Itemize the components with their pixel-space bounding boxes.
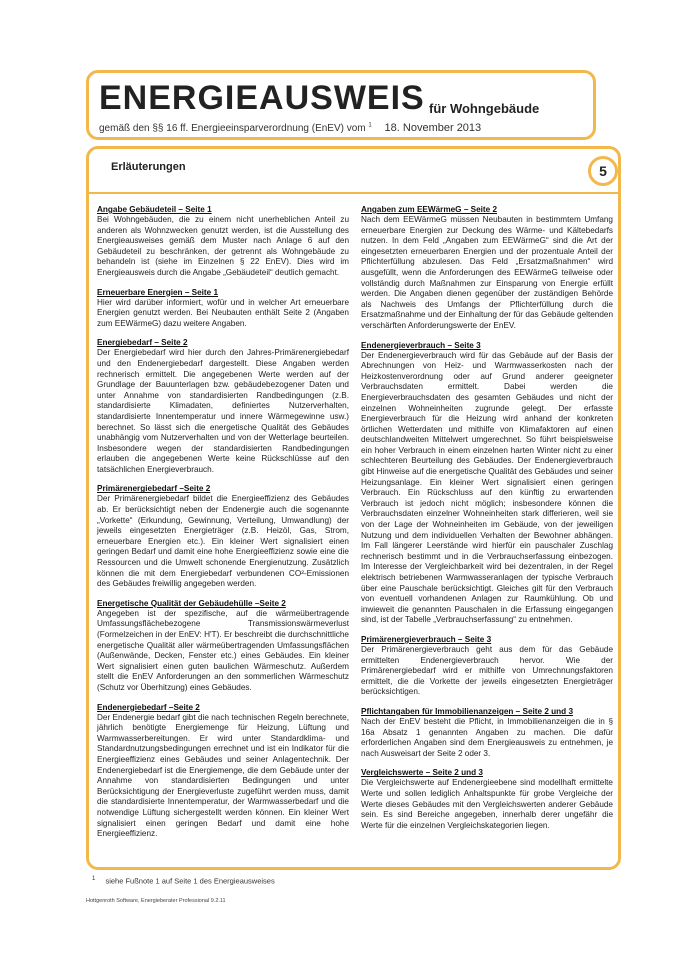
block-heading: Angaben zum EEWärmeG – Seite 2 xyxy=(361,205,498,214)
section-block xyxy=(361,635,613,698)
legal-basis xyxy=(99,122,481,134)
block-text: Angegeben ist der spezifische, auf die wärmeübertragende Umfassungsflächebezogene Transmissionswärmeverlust (Formelzeichen in der EnEV: H'T). Er beschreibt die durchschnittliche energetische Qualität aller wärmeübertragenden Umfassungsflächen (Außenwände, Decken, Fenster etc.) eines Gebäudes. Ein kleiner Wert signalisiert einen guten baulichen Wärmeschutz. Außerdem stellt die EnEV Anforderungen an den sommerlichen Wärmeschutz (Schutz vor Überhitzung) eines Gebäudes. xyxy=(97,608,349,692)
block-text: Nach der EnEV besteht die Pflicht, in Immobilienanzeigen die in § 16a Absatz 1 genannten Angaben zu machen. Die dafür erforderlichen Angaben sind dem Energieausweis zu entnehmen, je nach Ausweisart der Seite 2 oder 3. xyxy=(361,716,613,758)
block-heading: Endenergiebedarf –Seite 2 xyxy=(97,702,200,712)
section-block xyxy=(97,703,349,840)
block-heading: Primärenergiebedarf –Seite 2 xyxy=(97,484,211,494)
left-column xyxy=(97,205,349,849)
explanations-panel xyxy=(86,146,621,870)
software-note: Hottgenroth Software, Energieberater Professional 9.2.11 xyxy=(86,898,226,904)
block-heading: Primärenergieverbrauch – Seite 3 xyxy=(361,634,492,644)
block-text: Nach dem EEWärmeG müssen Neubauten in bestimmtem Umfang erneuerbare Energien zur Deckung des Wärme- und Kältebedarfs nutzen. In dem Feld „Angaben zum EEWärmeG“ sind die Art der eingesetzten erneuerbaren Energien und der prozentuale Anteil der Pflichterfüllung abzulesen. Das Feld „Ersatzmaßnahmen“ wird ausgefüllt, wenn die Anforderungen des EEWärmeG teilweise oder vollständig durch Maßnahmen zur Einsparung von Energie erfüllt werden. Die Angaben dienen gegenüber der zuständigen Behörde als Nachweis des Umfangs der Pflichterfüllung durch die Ersatzmaßnahme und der Einhaltung der für das Gebäude geltenden verschärften Anforderungswerte der EnEV. xyxy=(361,215,613,330)
block-heading: Angabe Gebäudeteil – Seite 1 xyxy=(97,205,212,214)
block-heading: Energiebedarf – Seite 2 xyxy=(97,338,188,348)
block-text: Der Primärenergiebedarf bildet die Energieeffizienz des Gebäudes ab. Er berücksichtigt neben der Endenergie auch die sogenannte „Vorkette“ (Erkundung, Gewinnung, Verteilung, Umwandlung) der jeweils eingesetzten Energieträger (z.B. Heizöl, Gas, Strom, erneuerbare Energien etc.). Ein kleiner Wert signalisiert einen geringen Bedarf und damit eine hohe Energieeffizienz sowie eine die Ressourcen und die Umwelt schonende Energienutzung. Zusätzlich können die mit dem Energiebedarf verbundenen CO²-Emissionen des Gebäudes freiwillig angegeben werden. xyxy=(97,494,349,589)
block-text: Der Endenergie bedarf gibt die nach technischen Regeln berechnete, jährlich benötigte Energiemenge für Heizung, Lüftung und Warmwasserbereitungen. Er wird unter Standardklima- und Standardnutzungsbedingungen errechnet und ist ein Indikator für die Energieeffizienz eines Gebäudes und seiner Anlagentechnik. Der Endenergiebedarf ist die Energiemenge, die dem Gebäude unter der Annahme von standardisierten Bedingungen und unter Berücksichtigung der Energieverluste zugeführt werden muss, damit die standardisierte Innentemperatur, der Warmwasserbedarf und die notwendige Lüftung sichergestellt werden können. Ein kleiner Wert signalisiert einen geringen Bedarf und damit eine hohe Energieeffizienz. xyxy=(97,712,349,839)
section-block xyxy=(97,205,349,279)
section-block xyxy=(97,599,349,694)
header-box xyxy=(86,70,596,140)
footnote-mark: 1 xyxy=(92,876,96,882)
section-title: Erläuterungen xyxy=(111,161,186,173)
block-text: Bei Wohngebäuden, die zu einem nicht unerheblichen Anteil zu anderen als Wohnzwecken genutzt werden, ist die Ausstellung des Energieausweises gemäß dem Muster nach Anlage 6 auf den Gebäudeteil zu beschränken, der getrennt als Wohngebäude zu behandeln ist (siehe im Einzelnen § 22 EnEV). Dies wird im Energieausweis durch die Angabe „Gebäudeteil“ deutlich gemacht. xyxy=(97,215,349,277)
legal-basis-text: gemäß den §§ 16 ff. Energieeinsparverordnung (EnEV) vom xyxy=(99,123,366,134)
block-heading: Endenergieverbrauch – Seite 3 xyxy=(361,340,481,350)
section-block xyxy=(97,288,349,330)
block-heading: Energetische Qualität der Gebäudehülle –Seite 2 xyxy=(97,598,286,608)
block-heading: Erneuerbare Energien – Seite 1 xyxy=(97,287,219,297)
block-text: Der Primärenergieverbrauch geht aus dem für das Gebäude ermittelten Endenergieverbrauch hervor. Wie der Primärenergiebedarf wird er mithilfe von Umrechnungsfaktoren ermittelt, die die Vorkette der jeweils eingesetzten Energieträger berücksichtigen. xyxy=(361,644,613,697)
section-block xyxy=(97,484,349,589)
document-title: ENERGIEAUSWEIS xyxy=(99,79,425,117)
legal-date: 18. November 2013 xyxy=(384,122,482,134)
block-text: Die Vergleichswerte auf Endenergieebene sind modellhaft ermittelte Werte und sollen lediglich Anhaltspunkte für grobe Vergleiche der Werte dieses Gebäudes mit den Vergleichswerten anderer Gebäude sein. Es sind Bereiche angegeben, innerhalb derer ungefähr die Werte für die einzelnen Vergleichskategorien liegen. xyxy=(361,778,613,830)
section-block xyxy=(361,707,613,759)
page-number-badge: 5 xyxy=(588,156,618,186)
footnote xyxy=(92,876,275,886)
block-text: Hier wird darüber informiert, wofür und in welcher Art erneuerbare Energien genutzt werden. Bei Neubauten enthält Seite 2 (Angaben zum EEWärmeG) dazu weitere Angaben. xyxy=(97,297,349,328)
legal-footnote-mark: 1 xyxy=(368,122,372,129)
right-column xyxy=(361,205,613,840)
block-heading: Pflichtangaben für Immobilienanzeigen – Seite 2 und 3 xyxy=(361,706,574,716)
section-block xyxy=(361,768,613,831)
block-heading: Vergleichswerte – Seite 2 und 3 xyxy=(361,768,483,778)
section-divider xyxy=(89,192,618,194)
footnote-text: siehe Fußnote 1 auf Seite 1 des Energieausweises xyxy=(105,876,275,886)
block-text: Der Endenergieverbrauch wird für das Gebäude auf der Basis der Abrechnungen von Heiz- und Warmwasserkosten nach der Heizkostenverordnung oder auf Grund anderer geeigneter Verbrauchsdaten ermittelt. Dabei werden die Energieverbrauchsdaten des gesamten Gebäudes und nicht der einzelnen Wohneinheiten zugrunde gelegt. Der erfasste Energieverbrauch für die Heizung wird anhand der konkreten örtlichen Wetterdaten und mithilfe von Klimafaktoren auf einen deutschlandweiten Mittelwert umgerechnet. So führt beispielsweise ein hoher Verbrauch in einem einzelnen harten Winter nicht zu einer schlechteren Beurteilung des Gebäudes. Der Endenergieverbrauch gibt Hinweise auf die energetische Qualität des Gebäudes und seiner Heizungsanlage. Ein kleiner Wert signalisiert einen geringen Verbrauch. Ein Rückschluss auf den künftig zu erwartenden Verbrauch ist jedoch nicht möglich; insbesondere können die Verbrauchsdaten einzelner Wohneinheiten stark differieren, weil sie von der Lage der Wohneinheiten im Gebäude, von der jeweiligen Nutzung und dem individuellen Verhalten der Bewohner abhängen. Im Fall längerer Leerstände wird hierfür ein pauschaler Zuschlag rechnerisch bestimmt und in die Verbrauchserfassung einbezogen. Im Interesse der Vergleichbarkeit wird bei dezentralen, in der Regel elektrisch betriebenen Warmwasseranlagen der typische Verbrauch über eine Pauschale berücksichtigt. Gleiches gilt für den Verbrauch von eventuell vorhandenen Anlagen zur Raumkühlung. Ob und inwieweit die genannten Pauschalen in die Erfassung eingegangen sind, ist der Tabelle „Verbrauchserfassung“ zu entnehmen. xyxy=(361,350,613,625)
document-subtitle: für Wohngebäude xyxy=(429,101,540,116)
block-text: Der Energiebedarf wird hier durch den Jahres-Primärenergiebedarf und den Endenergiebedarf dargestellt. Diese Angaben werden rechnerisch ermittelt. Die angegebenen Werte werden auf der Grundlage der Bauunterlagen bzw. gebäudebezogener Daten und unter Annahme von standardisierten Randbedingungen (z.B. standardisierte Klimadaten, definiertes Nutzerverhalten, standardisierte Innentemperatur und innere Wärmegewinne usw.) berechnet. So lässt sich die energetische Qualität des Gebäudes unabhängig vom Nutzerverhalten und von der Wetterlage beurteilen. Insbesondere wegen der standardisierten Randbedingungen erlauben die angegebenen Werte keine Rückschlüsse auf den tatsächlichen Energieverbrauch. xyxy=(97,348,349,474)
section-block xyxy=(361,205,613,332)
section-block xyxy=(97,338,349,475)
section-block xyxy=(361,341,613,626)
